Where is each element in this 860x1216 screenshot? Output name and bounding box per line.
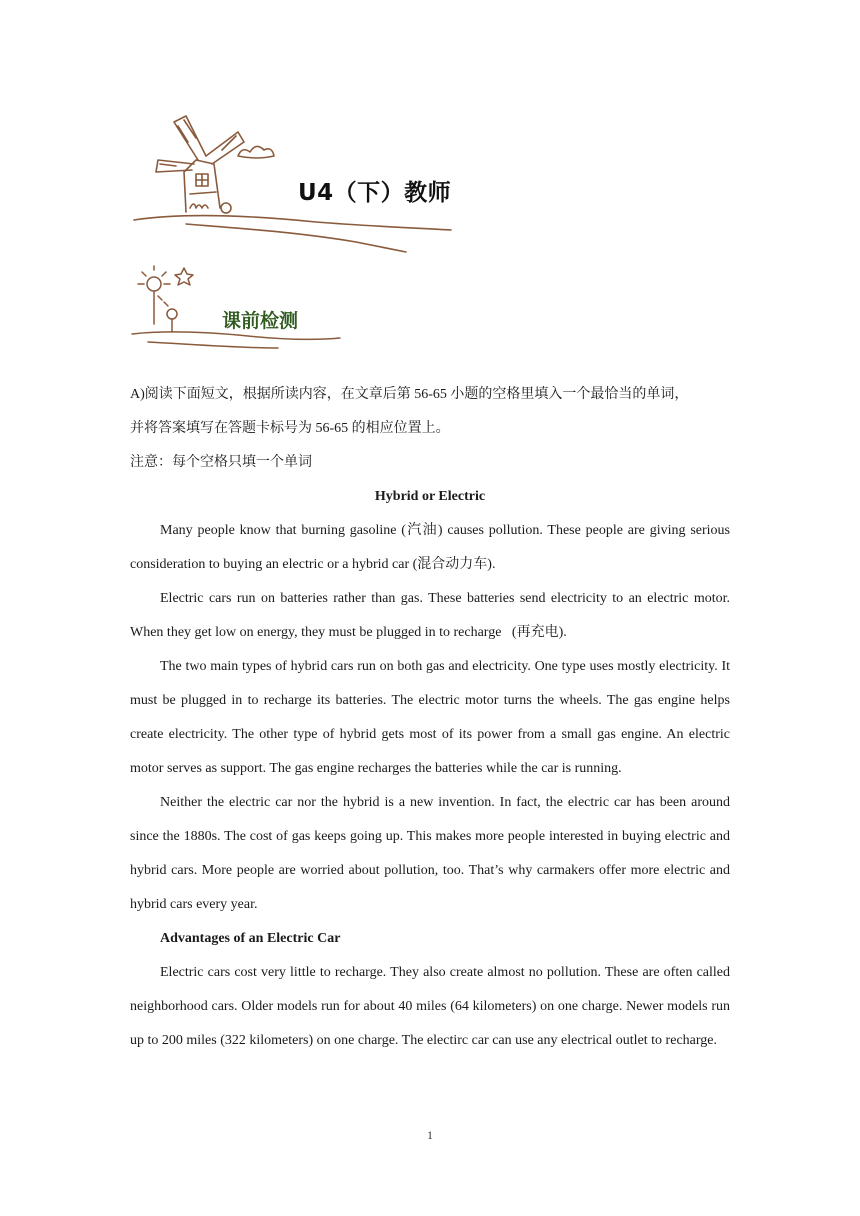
article-paragraph: Many people know that burning gasoline (汽油) causes pollution. These people are giving serious consideration to buying an electric or a hybrid car (混合动力车). — [130, 523, 730, 572]
section-title: 课前检测 — [222, 310, 299, 332]
article-subheading: Advantages of an Electric Car — [160, 931, 341, 946]
instruction-line-2: 并将答案填写在答题卡标号为 56-65 的相应位置上。 — [130, 421, 450, 436]
article-paragraph: Electric cars run on batteries rather than gas. These batteries send electricity to an electric motor. When they get low on energy, they must be plugged in to recharge (再充电). — [130, 591, 730, 640]
article-paragraph: Neither the electric car nor the hybrid is a new invention. In fact, the electric car has been around since the 1880s. The cost of gas keeps going up. This makes more people interested in buying electric and hybrid cars. More people are worried about pollution, too. That’s why carmakers offer more electric and hybrid cars every year. — [130, 795, 730, 912]
page-number: 1 — [427, 1128, 433, 1142]
document-title: U4（下）教师 — [298, 180, 452, 206]
instruction-line-1: A)阅读下面短文，根据所读内容，在文章后第 56-65 小题的空格里填入一个最恰当的单词， — [130, 387, 689, 402]
instruction-note: 注意：每个空格只填一个单词 — [130, 455, 312, 470]
article-paragraph: The two main types of hybrid cars run on both gas and electricity. One type uses mostly electricity. It must be plugged in to recharge its batteries. The electric motor turns the wheels. The gas engine helps create electricity. The other type of hybrid gets most of its power from a small gas engine. An electric motor serves as support. The gas engine recharges the batteries while the car is running. — [130, 659, 730, 776]
article-title: Hybrid or Electric — [374, 489, 486, 504]
article-paragraph: Electric cars cost very little to recharge. They also create almost no pollution. These are often called neighborhood cars. Older models run for about 40 miles (64 kilometers) on one charge. Newer models run up to 200 miles (322 kilometers) on one charge. The electirc car can use any electrical outlet to recharge. — [130, 965, 730, 1048]
document-body — [130, 378, 730, 1058]
